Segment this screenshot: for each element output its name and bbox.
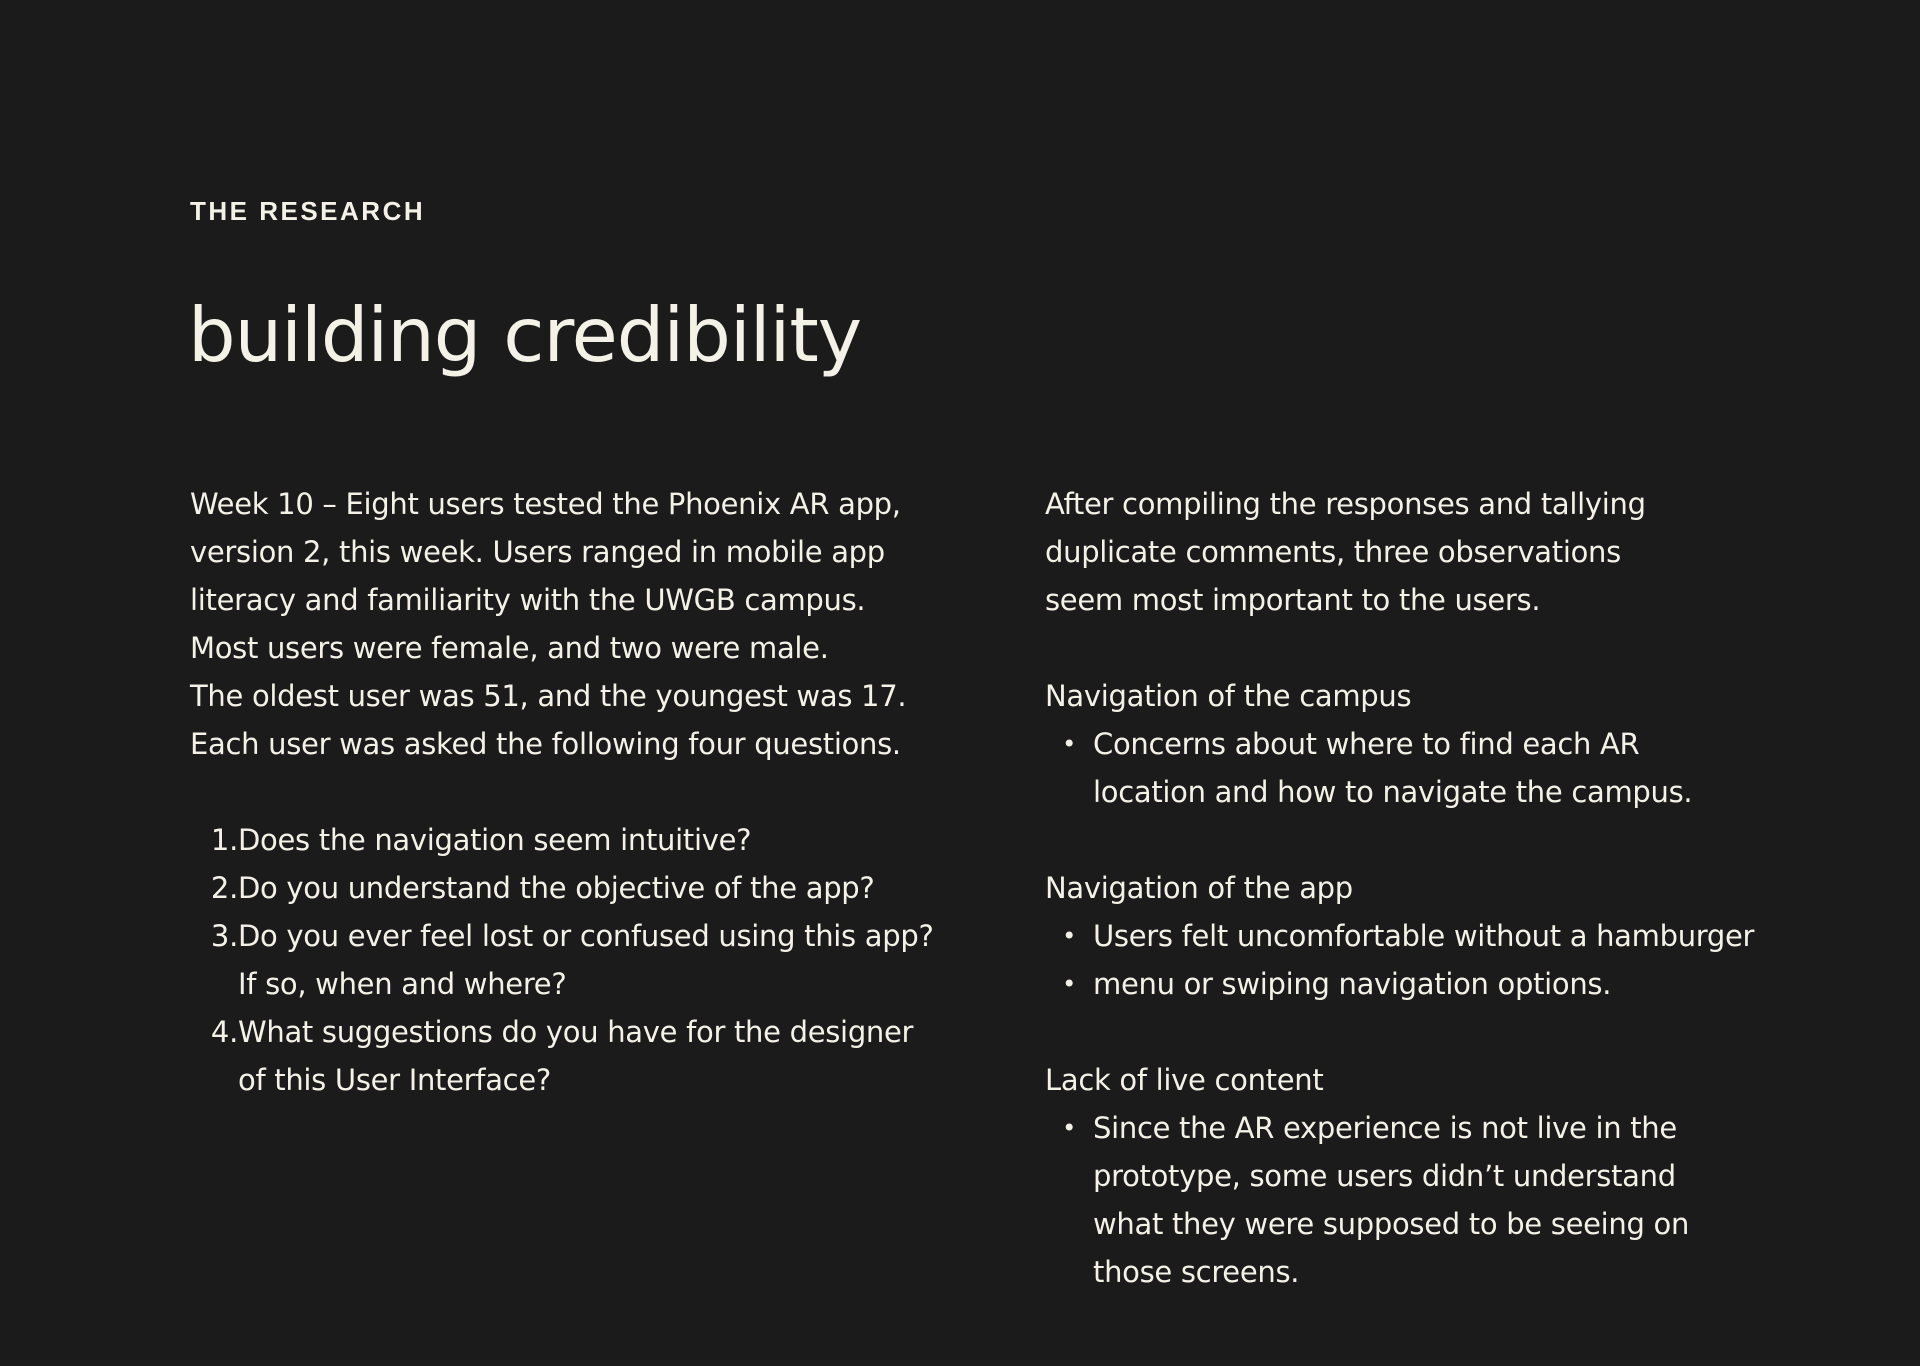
- question-number: 1.: [210, 823, 238, 857]
- question-item: [190, 912, 1010, 1008]
- question-number: 4.: [210, 1015, 238, 1049]
- question-item: [190, 816, 1010, 864]
- bullet-item: [1045, 912, 1895, 960]
- observation-heading: Navigation of the campus: [1045, 679, 1412, 713]
- right-column: [1045, 480, 1895, 1296]
- observation-app-navigation: [1045, 864, 1895, 1008]
- section-eyebrow: THE RESEARCH: [190, 196, 426, 226]
- observation-heading: Lack of live content: [1045, 1063, 1324, 1097]
- intro-line: The oldest user was 51, and the youngest was 17.: [190, 679, 907, 713]
- bullet-icon: •: [1062, 970, 1076, 998]
- question-line: of this User Interface?: [238, 1063, 551, 1097]
- page-title: building credibility: [188, 291, 862, 379]
- bullet-line: what they were supposed to be seeing on: [1093, 1207, 1690, 1241]
- intro-line: Each user was asked the following four questions.: [190, 727, 901, 761]
- intro-line: version 2, this week. Users ranged in mobile app: [190, 535, 885, 569]
- question-text: [238, 816, 751, 864]
- bullet-line: menu or swiping navigation options.: [1093, 967, 1612, 1001]
- question-line: If so, when and where?: [238, 967, 567, 1001]
- question-number: 2.: [210, 871, 238, 905]
- bullet-line: Since the AR experience is not live in the: [1093, 1111, 1677, 1145]
- question-text: [238, 1008, 913, 1104]
- question-line: What suggestions do you have for the designer: [238, 1015, 914, 1049]
- question-number: 3.: [210, 919, 238, 953]
- question-text: [238, 912, 934, 1008]
- question-line: Does the navigation seem intuitive?: [238, 823, 752, 857]
- intro-line: Most users were female, and two were male.: [190, 631, 829, 665]
- question-item: [190, 864, 1010, 912]
- bullet-item: [1045, 1104, 1895, 1296]
- summary-paragraph: [1045, 480, 1895, 624]
- observation-bullets: [1045, 1104, 1895, 1296]
- intro-line: Week 10 – Eight users tested the Phoenix AR app,: [190, 487, 901, 521]
- intro-line: literacy and familiarity with the UWGB campus.: [190, 583, 866, 617]
- bullet-icon: •: [1062, 1114, 1076, 1142]
- bullet-text: [1093, 912, 1754, 960]
- bullet-item: [1045, 720, 1895, 816]
- bullet-line: location and how to navigate the campus.: [1093, 775, 1693, 809]
- question-line: Do you ever feel lost or confused using this app?: [238, 919, 934, 953]
- question-item: [190, 1008, 1010, 1104]
- observation-bullets: [1045, 912, 1895, 1008]
- bullet-line: those screens.: [1093, 1255, 1300, 1289]
- bullet-item: [1045, 960, 1895, 1008]
- bullet-line: prototype, some users didn’t understand: [1093, 1159, 1676, 1193]
- observation-heading: Navigation of the app: [1045, 871, 1353, 905]
- questions-list: [190, 816, 1010, 1104]
- bullet-line: Concerns about where to find each AR: [1093, 727, 1640, 761]
- summary-line: After compiling the responses and tallying: [1045, 487, 1646, 521]
- bullet-icon: •: [1062, 730, 1076, 758]
- bullet-text: [1093, 960, 1611, 1008]
- bullet-line: Users felt uncomfortable without a hamburger: [1093, 919, 1755, 953]
- bullet-text: [1093, 720, 1692, 816]
- bullet-icon: •: [1062, 922, 1076, 950]
- bullet-text: [1093, 1104, 1689, 1296]
- observation-bullets: [1045, 720, 1895, 816]
- question-line: Do you understand the objective of the app?: [238, 871, 875, 905]
- observation-live-content: [1045, 1056, 1895, 1296]
- left-column: [190, 480, 1010, 1104]
- intro-paragraph: [190, 480, 1010, 768]
- question-text: [238, 864, 875, 912]
- summary-line: seem most important to the users.: [1045, 583, 1541, 617]
- summary-line: duplicate comments, three observations: [1045, 535, 1621, 569]
- observation-campus-navigation: [1045, 672, 1895, 816]
